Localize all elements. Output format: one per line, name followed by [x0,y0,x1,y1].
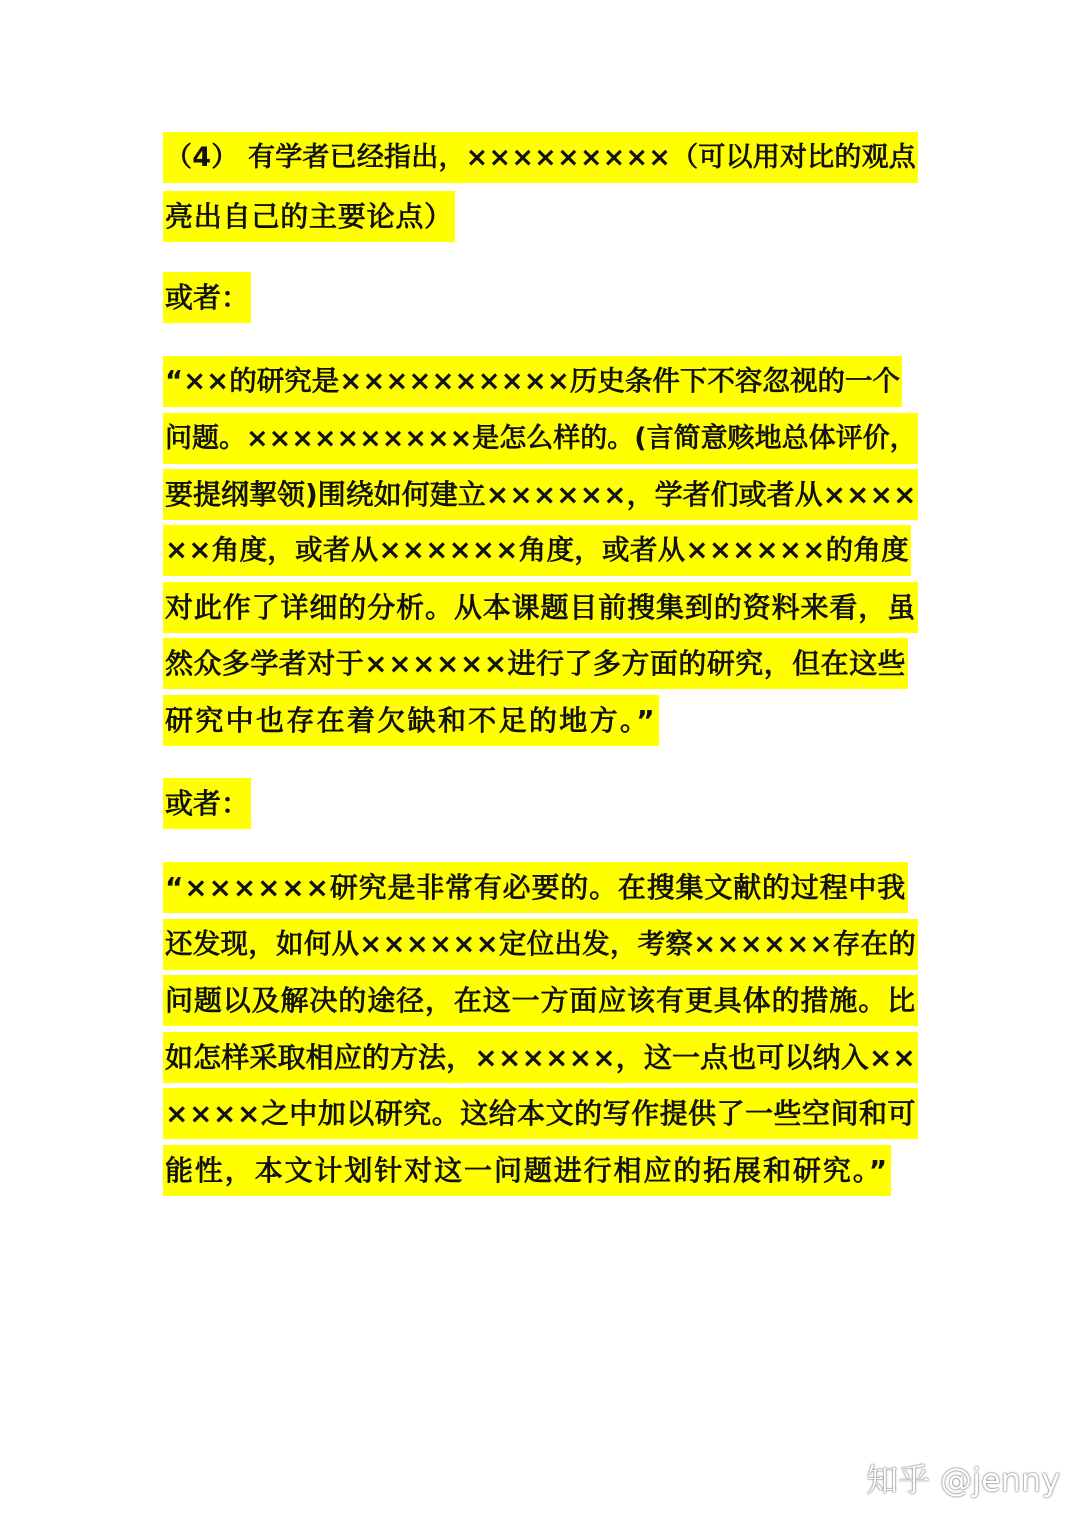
quote1-line-5: 对此作了详细的分析。从本课题目前搜集到的资料来看，虽 [163,582,918,633]
quote1-line-1: “××的研究是××××××××××历史条件下不容忽视的一个 [163,356,902,407]
or-label: 或者： [163,778,251,829]
section4-line-1: （4） 有学者已经指出，×××××××××（可以用对比的观点 [163,132,918,183]
quote1-line-6: 然众多学者对于××××××进行了多方面的研究，但在这些 [163,638,908,689]
quote2-line-1: “××××××研究是非常有必要的。在搜集文献的过程中我 [163,862,908,913]
quote2-line-6: 能性，本文计划针对这一问题进行相应的拓展和研究。” [163,1145,891,1196]
or-label: 或者： [163,272,251,323]
quote2-line-3: 问题以及解决的途径，在这一方面应该有更具体的措施。比 [163,975,918,1026]
quote1-line-3: 要提纲挈领)围绕如何建立××××××，学者们或者从×××× [163,469,918,520]
quote2-line-2: 还发现，如何从××××××定位出发，考察××××××存在的 [163,919,918,970]
quote1-line-7: 研究中也存在着欠缺和不足的地方。” [163,695,659,746]
zhihu-watermark: 知乎 @jenny [866,1461,1061,1499]
section4-line-2: 亮出自己的主要论点） [163,191,455,242]
quote2-line-5: ××××之中加以研究。这给本文的写作提供了一些空间和可 [163,1088,918,1139]
quote1-line-4: ××角度，或者从××××××角度，或者从××××××的角度 [163,525,911,576]
quote2-line-4: 如怎样采取相应的方法，××××××，这一点也可以纳入×× [163,1032,918,1083]
quote1-line-2: 问题。××××××××××是怎么样的。(言简意赅地总体评价， [163,413,918,464]
